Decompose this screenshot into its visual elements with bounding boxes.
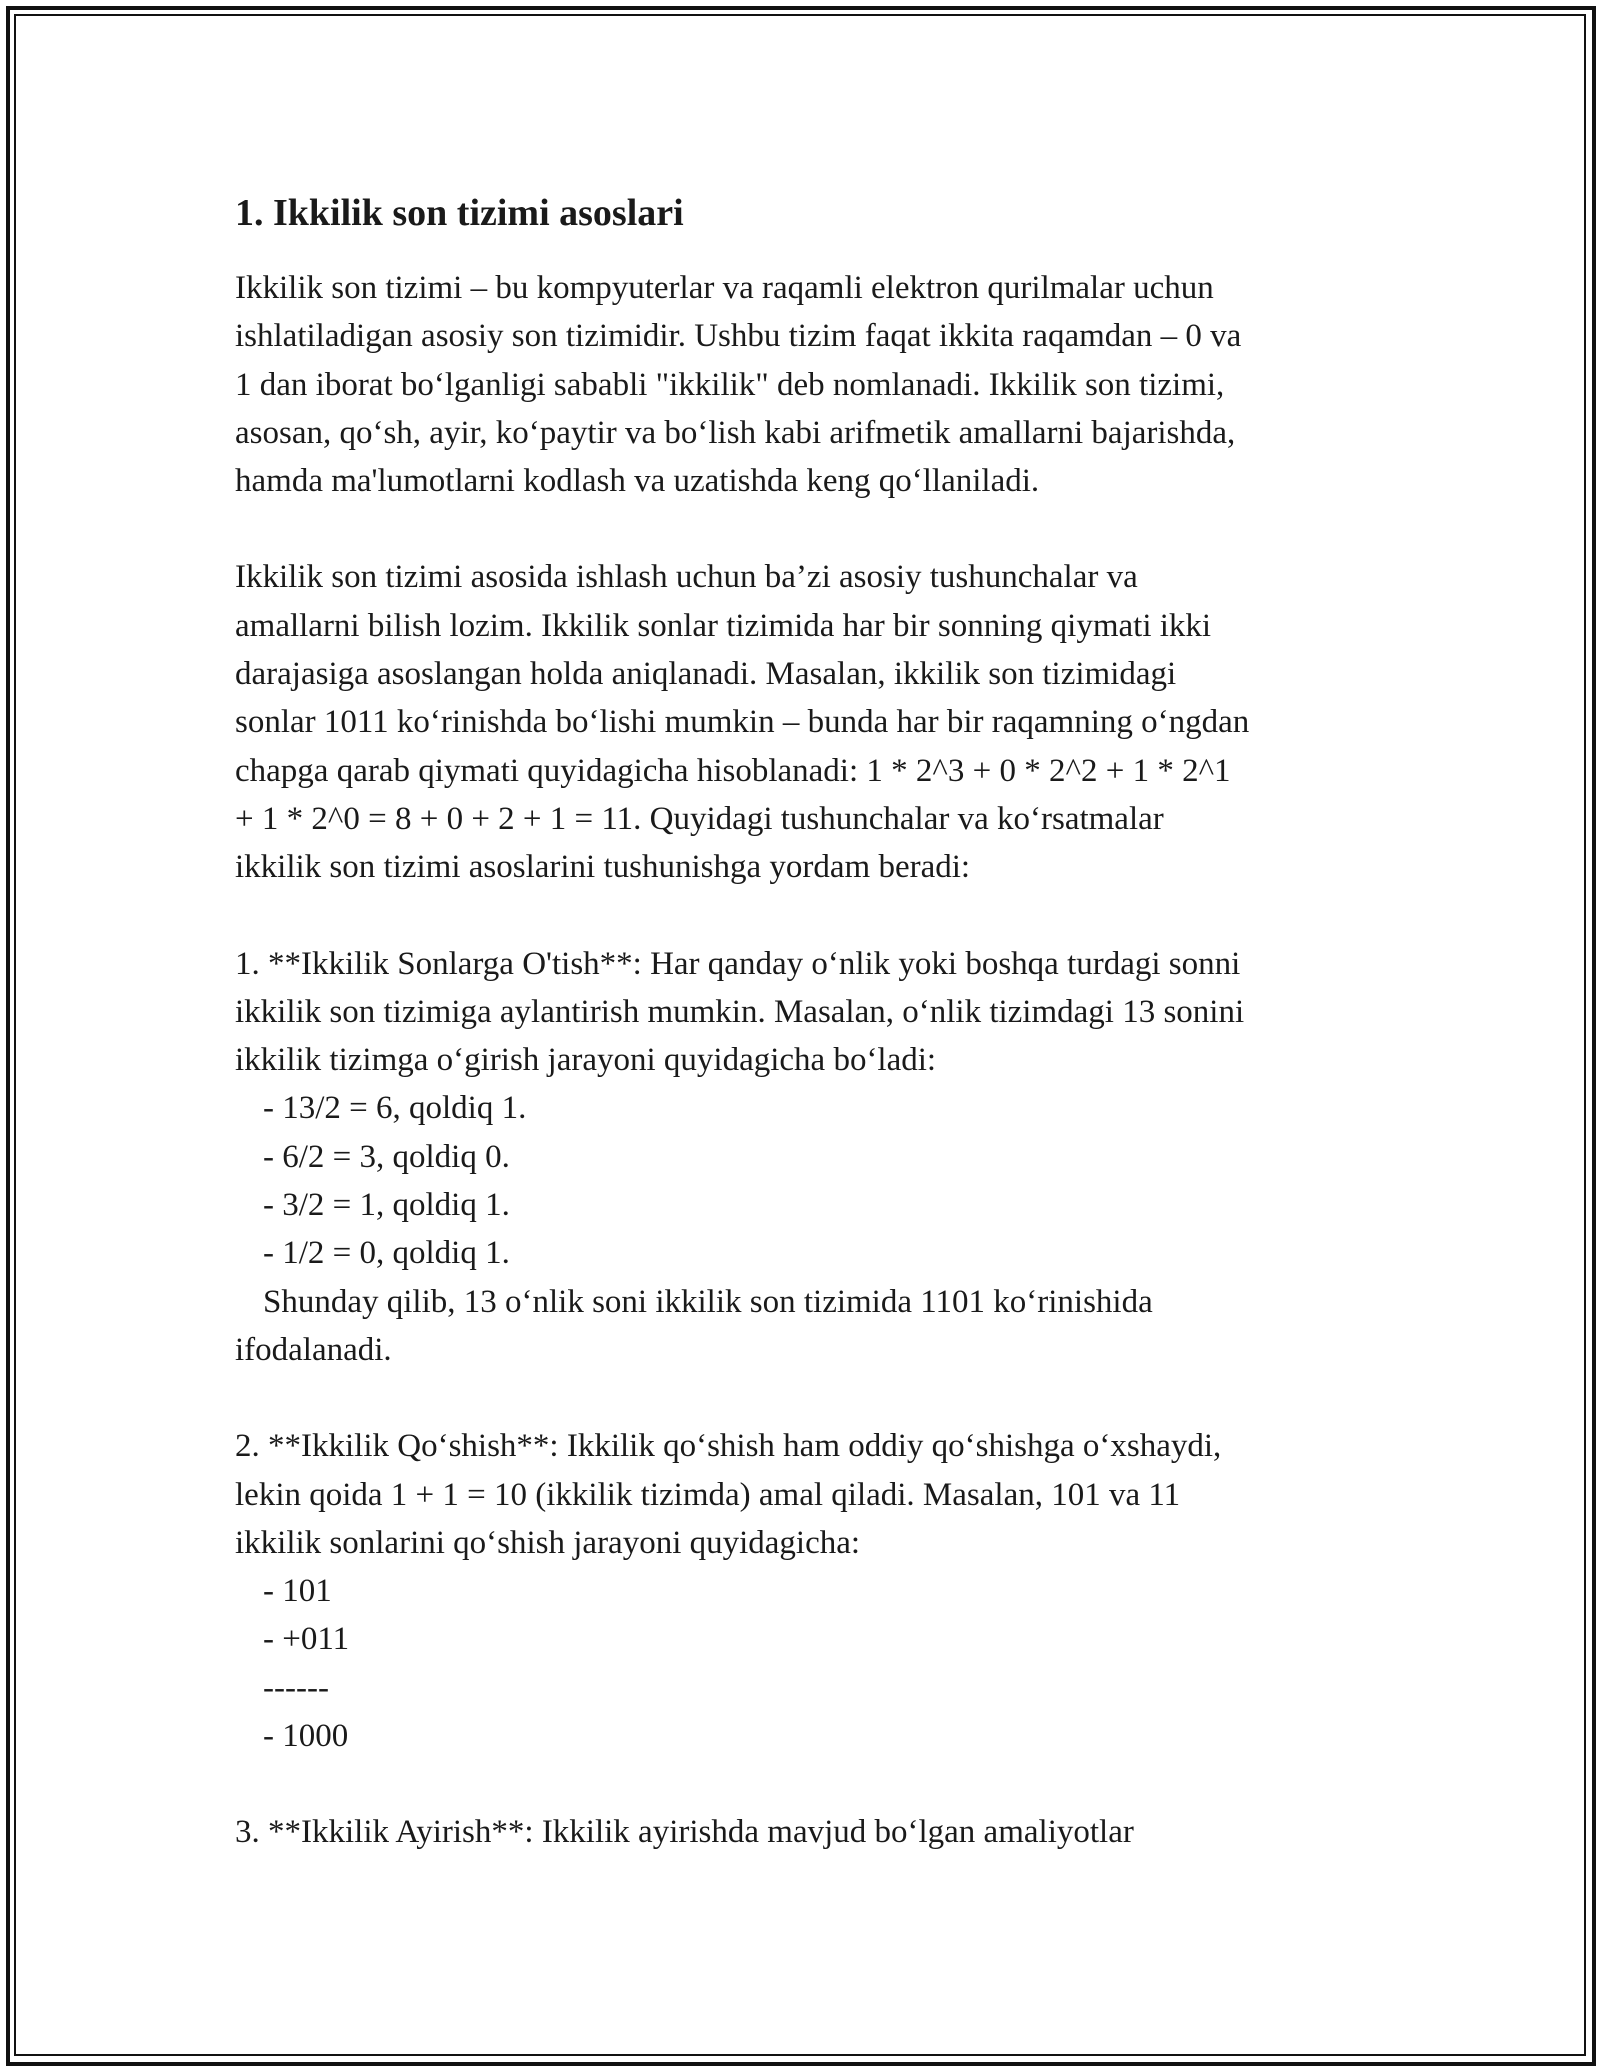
text-line: 3. **Ikkilik Ayirish**: Ikkilik ayirishda mavjud bo‘lgan amaliyotlar <box>235 1814 1134 1851</box>
text-line: + 1 * 2^0 = 8 + 0 + 2 + 1 = 11. Quyidagi tushunchalar va ko‘rsatmalar <box>235 800 1164 837</box>
text-line: 2. **Ikkilik Qo‘shish**: Ikkilik qo‘shish ham oddiy qo‘shishga o‘xshaydi, <box>235 1428 1222 1465</box>
text-line: chapga qarab qiymati quyidagicha hisoblanadi: 1 * 2^3 + 0 * 2^2 + 1 * 2^1 <box>235 752 1231 789</box>
list-item-conversion <box>235 940 1365 1375</box>
step-line: - 1/2 = 0, qoldiq 1. <box>263 1235 510 1272</box>
text-line: Ikkilik son tizimi – bu kompyuterlar va raqamli elektron qurilmalar uchun <box>235 270 1214 306</box>
document-body <box>235 188 1365 1857</box>
text-line: amallarni bilish lozim. Ikkilik sonlar tizimida har bir sonning qiymati ikki <box>235 607 1212 644</box>
list-item-subtraction <box>235 1808 1365 1856</box>
step-line: - 101 <box>263 1573 332 1610</box>
text-line: ifodalanadi. <box>235 1331 392 1368</box>
text-line: ikkilik son tizimiga aylantirish mumkin. Masalan, o‘nlik tizimdagi 13 sonini <box>235 993 1245 1030</box>
text-line: ishlatiladigan asosiy son tizimidir. Ushbu tizim faqat ikkita raqamdan – 0 va <box>235 318 1242 355</box>
text-line: darajasiga asoslangan holda aniqlanadi. Masalan, ikkilik son tizimidagi <box>235 656 1177 693</box>
text-line: ikkilik sonlarini qo‘shish jarayoni quyidagicha: <box>235 1524 861 1561</box>
text-line: asosan, qo‘sh, ayir, ko‘paytir va bo‘lish kabi arifmetik amallarni bajarishda, <box>235 414 1236 451</box>
section-heading: 1. Ikkilik son tizimi asoslari <box>235 192 684 234</box>
step-line: - 1000 <box>263 1718 349 1755</box>
text-line: lekin qoida 1 + 1 = 10 (ikkilik tizimda) amal qiladi. Masalan, 101 va 11 <box>235 1476 1181 1513</box>
paragraph-spacer <box>235 505 1365 553</box>
list-item-addition <box>235 1422 1365 1760</box>
text-line: ikkilik tizimga o‘girish jarayoni quyidagicha bo‘ladi: <box>235 1042 937 1079</box>
step-line: - +011 <box>263 1621 350 1658</box>
step-line: - 6/2 = 3, qoldiq 0. <box>263 1138 510 1175</box>
step-line: ------ <box>263 1669 329 1706</box>
paragraph-spacer <box>235 892 1365 940</box>
step-line: - 13/2 = 6, qoldiq 1. <box>263 1090 527 1127</box>
paragraph-intro <box>235 264 1365 505</box>
step-line: Shunday qilib, 13 o‘nlik soni ikkilik son tizimida 1101 ko‘rinishida <box>263 1283 1153 1320</box>
text-line: sonlar 1011 ko‘rinishda bo‘lishi mumkin – bunda har bir raqamning o‘ngdan <box>235 704 1250 741</box>
step-line: - 3/2 = 1, qoldiq 1. <box>263 1187 510 1224</box>
paragraph-spacer <box>235 1374 1365 1422</box>
text-line: ikkilik son tizimi asoslarini tushunishga yordam beradi: <box>235 849 971 886</box>
text-line: hamda ma'lumotlarni kodlash va uzatishda keng qo‘llaniladi. <box>235 463 1040 500</box>
text-line: Ikkilik son tizimi asosida ishlash uchun ba’zi asosiy tushunchalar va <box>235 559 1138 596</box>
text-line: 1. **Ikkilik Sonlarga O'tish**: Har qanday o‘nlik yoki boshqa turdagi sonni <box>235 945 1241 982</box>
text-line: 1 dan iborat bo‘lganligi sababli "ikkilik" deb nomlanadi. Ikkilik son tizimi, <box>235 366 1225 403</box>
paragraph-spacer <box>235 1760 1365 1808</box>
paragraph-concepts <box>235 553 1365 891</box>
